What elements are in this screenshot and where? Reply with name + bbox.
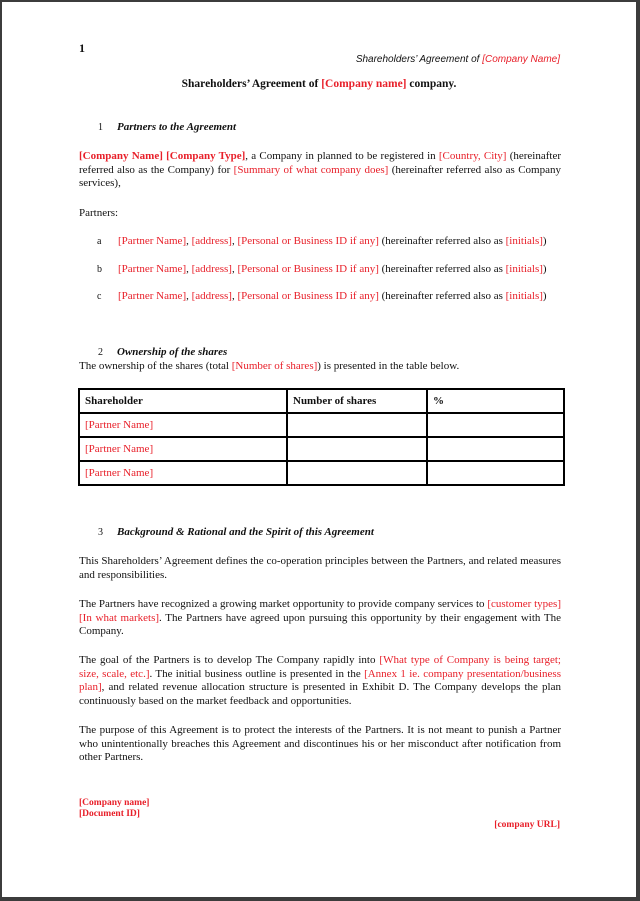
section-3-heading <box>98 526 374 538</box>
placeholder-partner-name: [Partner Name] <box>118 235 187 247</box>
document-title <box>2 78 636 90</box>
table-row <box>79 461 564 485</box>
placeholder-annex: [Annex 1 ie. company presentation/business plan] <box>79 667 561 693</box>
text: (hereinafter referred also as <box>378 263 506 275</box>
section-title: Partners to the Agreement <box>117 121 237 133</box>
section-title: Background & Rational and the Spirit of this Agreement <box>117 526 374 538</box>
title-suffix: company. <box>406 78 457 90</box>
footer-document-id: [Document ID] <box>79 809 140 819</box>
document-page <box>2 2 636 897</box>
placeholder-address: [address] <box>191 263 232 275</box>
cell-shareholder: [Partner Name] <box>79 461 287 485</box>
cell-shareholder: [Partner Name] <box>79 413 287 437</box>
partner-item: b [Partner Name], [address], [Personal or Business ID if any] (hereinafter referred also as [initials]) <box>97 263 547 275</box>
text: , and related revenue allocation structure is presented in Exhibit D. The Company develops the plan continuously based on the market feedback and opportunities. <box>79 681 561 707</box>
placeholder-partner-name: [Partner Name] <box>118 290 187 302</box>
placeholder-summary: [Summary of what company does] <box>233 163 389 176</box>
section-3-paragraph-2 <box>79 598 561 639</box>
footer-left <box>79 798 149 820</box>
section-title: Ownership of the shares <box>117 346 228 358</box>
text: ) <box>542 235 547 247</box>
partner-item: c [Partner Name], [address], [Personal or Business ID if any] (hereinafter referred also as [initials]) <box>97 290 547 302</box>
footer-company-url: [company URL] <box>494 820 560 830</box>
placeholder-id: [Personal or Business ID if any] <box>237 263 379 275</box>
cell-percent <box>427 413 564 437</box>
footer-company-name: [Company name] <box>79 798 150 808</box>
text: ) <box>542 290 547 302</box>
section-3-paragraph-4: The purpose of this Agreement is to protect the interests of the Partners. It is not meant to punish a Partner who unintentionally breaches this Agreement and discontinues his or her misconduct after notification from other Partners. <box>79 724 561 763</box>
table-header-row <box>79 389 564 413</box>
text: (hereinafter referred also as the Company) for <box>79 150 561 176</box>
running-header-placeholder: [Company Name] <box>482 54 560 65</box>
table-row <box>79 437 564 461</box>
column-header-percent: % <box>427 389 564 413</box>
column-header-shareholder: Shareholder <box>79 389 287 413</box>
title-placeholder: [Company name] <box>321 78 407 90</box>
placeholder-company: [Company Name] [Company Type] <box>79 150 246 162</box>
section-1-heading <box>98 121 236 133</box>
cell-percent <box>427 461 564 485</box>
text: The Partners have recognized a growing market opportunity to provide company services to <box>79 598 488 610</box>
section-number: 2 <box>98 347 103 358</box>
cell-number-of-shares <box>287 461 427 485</box>
text: . The initial business outline is presented in the <box>149 667 365 680</box>
table-row <box>79 413 564 437</box>
placeholder-number-of-shares: [Number of shares] <box>231 360 318 372</box>
placeholder-customers-markets: [customer types] [In what markets] <box>79 598 561 624</box>
text: ) is presented in the table below. <box>317 360 460 372</box>
placeholder-address: [address] <box>191 235 232 247</box>
running-header <box>356 54 560 65</box>
placeholder-initials: [initials] <box>505 235 543 247</box>
placeholder-company-target: [What type of Company is being target; size, scale, etc.] <box>79 654 561 680</box>
list-marker: c <box>97 291 102 302</box>
running-header-text: Shareholders’ Agreement of <box>355 54 483 65</box>
placeholder-initials: [initials] <box>505 290 543 302</box>
cell-percent <box>427 437 564 461</box>
section-2-heading <box>98 346 227 358</box>
section-2-intro <box>79 360 561 374</box>
text: . The Partners have agreed upon pursuing this opportunity by their engagement with The Company. <box>79 611 561 637</box>
cell-shareholder: [Partner Name] <box>79 437 287 461</box>
cell-number-of-shares <box>287 413 427 437</box>
column-header-number-of-shares: Number of shares <box>287 389 427 413</box>
shares-table <box>78 388 565 486</box>
text: (hereinafter referred also as <box>378 235 506 247</box>
placeholder-id: [Personal or Business ID if any] <box>237 235 379 247</box>
section-number: 3 <box>98 527 103 538</box>
section-3-paragraph-1: This Shareholders’ Agreement defines the co-operation principles between the Partners, and related measures and responsibilities. <box>79 555 561 581</box>
text: , a Company in planned to be registered in <box>245 150 439 162</box>
placeholder-location: [Country, City] <box>438 150 507 162</box>
partners-label: Partners: <box>79 207 119 219</box>
placeholder-address: [address] <box>191 290 232 302</box>
section-1-intro <box>79 150 561 191</box>
text: The ownership of the shares (total <box>79 360 232 372</box>
text: ) <box>542 263 547 275</box>
section-3-paragraph-3 <box>79 654 561 708</box>
text: The goal of the Partners is to develop The Company rapidly into <box>79 654 380 666</box>
cell-number-of-shares <box>287 437 427 461</box>
placeholder-id: [Personal or Business ID if any] <box>237 290 379 302</box>
page-number: 1 <box>79 41 85 55</box>
section-number: 1 <box>98 122 103 133</box>
partner-item: a [Partner Name], [address], [Personal or Business ID if any] (hereinafter referred also as [initials]) <box>97 235 547 247</box>
title-text: Shareholders’ Agreement of <box>181 78 322 90</box>
text: (hereinafter referred also as Company services), <box>79 163 561 189</box>
placeholder-initials: [initials] <box>505 263 543 275</box>
list-marker: a <box>97 236 102 247</box>
text: (hereinafter referred also as <box>378 290 506 302</box>
placeholder-partner-name: [Partner Name] <box>118 263 187 275</box>
list-marker: b <box>97 264 102 275</box>
